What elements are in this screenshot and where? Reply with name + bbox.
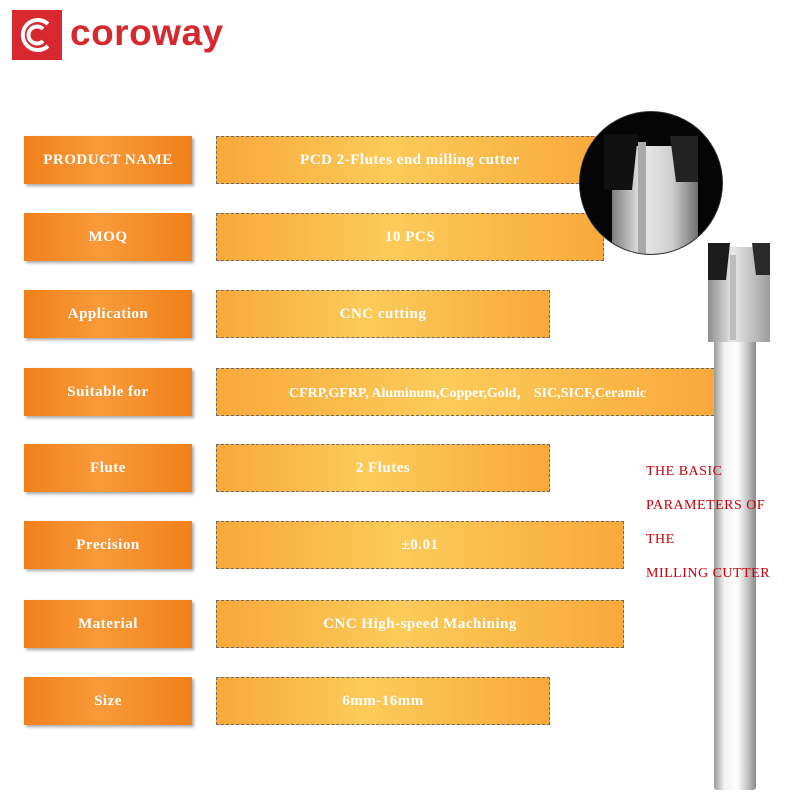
param-label: PRODUCT NAME: [24, 136, 192, 184]
param-label: Size: [24, 677, 192, 725]
param-label: Suitable for: [24, 368, 192, 416]
param-value: 6mm-16mm: [216, 677, 550, 725]
param-label: Precision: [24, 521, 192, 569]
side-title-line: THE: [646, 532, 675, 547]
param-label: Application: [24, 290, 192, 338]
brand-name: coroway: [70, 12, 224, 53]
param-label: Flute: [24, 444, 192, 492]
param-value: ±0.01: [216, 521, 624, 569]
cutter-closeup-image: [580, 112, 722, 254]
param-value: CNC cutting: [216, 290, 550, 338]
param-value: 2 Flutes: [216, 444, 550, 492]
param-value: CNC High-speed Machining: [216, 600, 624, 648]
side-title-line: THE BASIC: [646, 464, 723, 479]
param-label: MOQ: [24, 213, 192, 261]
param-value: PCD 2-Flutes end milling cutter: [216, 136, 604, 184]
side-title-line: MILLING CUTTER: [646, 566, 771, 581]
side-title-line: PARAMETERS OF: [646, 498, 766, 513]
param-label: Material: [24, 600, 192, 648]
coroway-logo-icon: [12, 10, 62, 60]
side-title: [646, 455, 796, 591]
param-value: CFRP,GFRP, Aluminum,Copper,Gold， SIC,SICF,Ceramic: [216, 368, 719, 416]
param-value: 10 PCS: [216, 213, 604, 261]
